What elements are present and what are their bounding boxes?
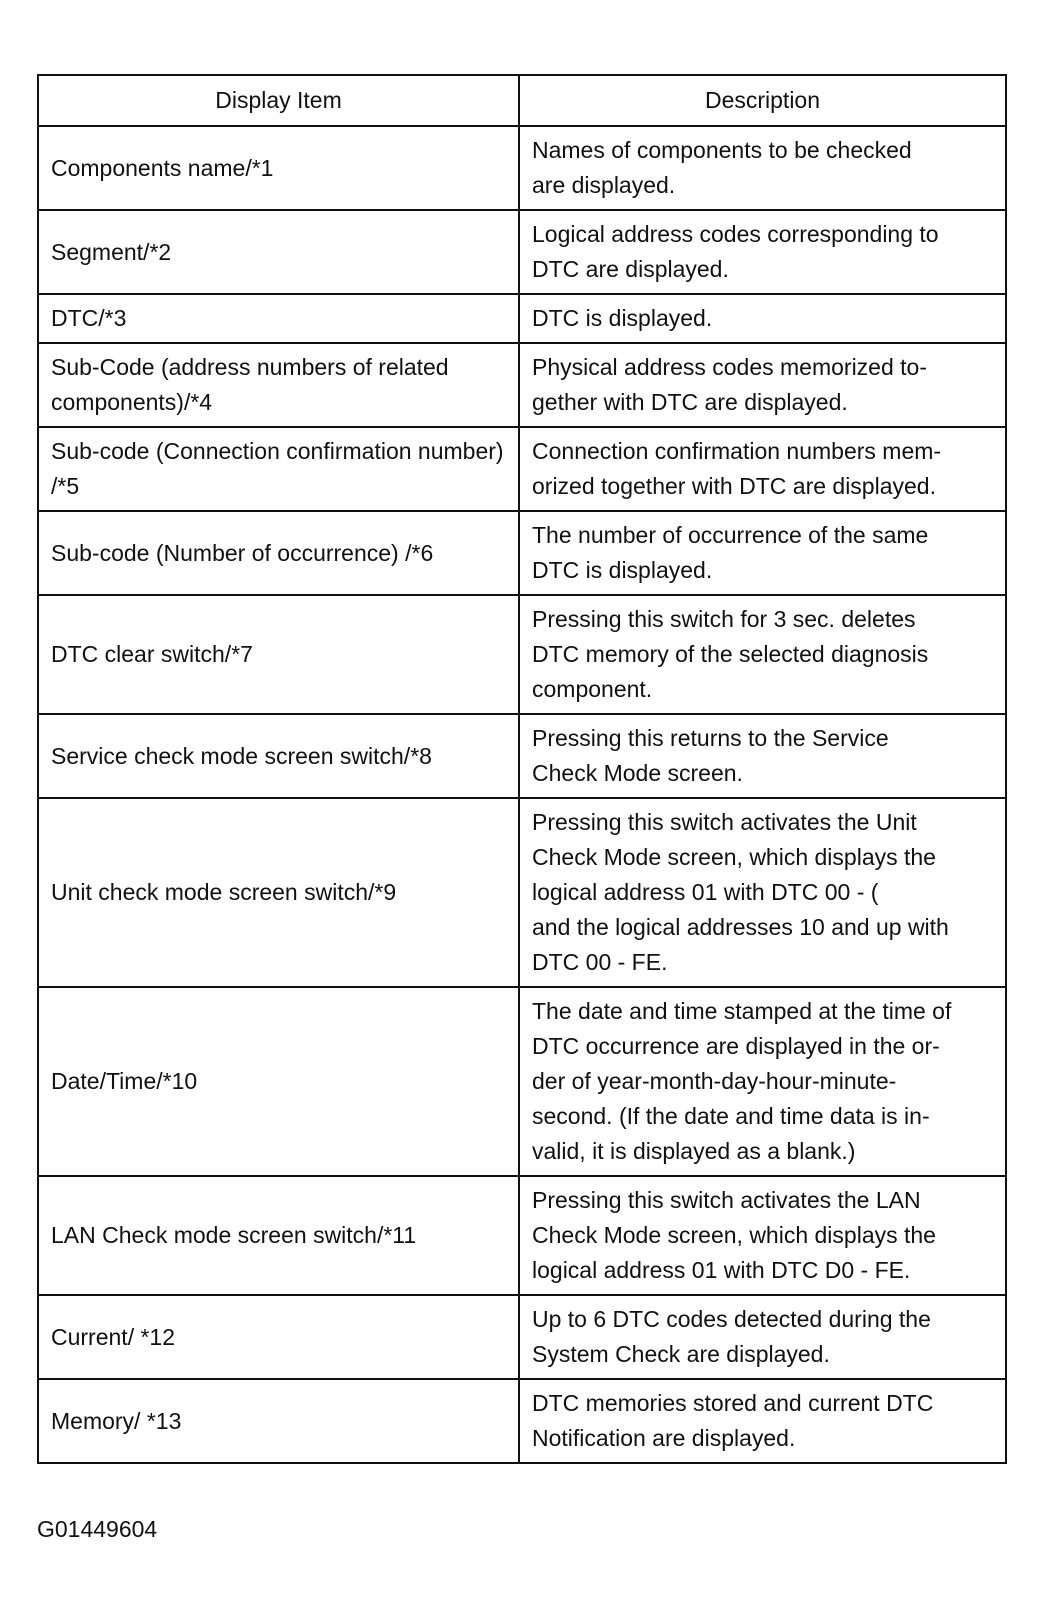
table-row: [38, 1379, 1006, 1463]
description-cell: DTC is displayed.: [519, 294, 1006, 343]
table-row: [38, 511, 1006, 595]
table-row: [38, 987, 1006, 1176]
display-item-cell: DTC/*3: [38, 294, 519, 343]
description-cell: Pressing this switch activates the Unit Check Mode screen, which displays the logical address 01 with DTC 00 - ( and the logical addresses 10 and up with DTC 00 - FE.: [519, 798, 1006, 987]
description-cell: Logical address codes corresponding to DTC are displayed.: [519, 210, 1006, 294]
display-item-cell: Service check mode screen switch/*8: [38, 714, 519, 798]
table-row: [38, 1295, 1006, 1379]
description-cell: Connection confirmation numbers mem- orized together with DTC are displayed.: [519, 427, 1006, 511]
display-item-cell: Memory/ *13: [38, 1379, 519, 1463]
figure-id: G01449604: [37, 1516, 158, 1542]
display-item-cell: Sub-code (Connection confirmation number) /*5: [38, 427, 519, 511]
description-cell: Pressing this switch for 3 sec. deletes DTC memory of the selected diagnosis component.: [519, 595, 1006, 714]
table-row: [38, 595, 1006, 714]
table-row: [38, 210, 1006, 294]
description-cell: Names of components to be checked are displayed.: [519, 126, 1006, 210]
table-row: [38, 294, 1006, 343]
description-cell: Pressing this switch activates the LAN Check Mode screen, which displays the logical address 01 with DTC D0 - FE.: [519, 1176, 1006, 1295]
display-item-cell: Current/ *12: [38, 1295, 519, 1379]
display-item-cell: Segment/*2: [38, 210, 519, 294]
table-row: [38, 798, 1006, 987]
display-item-cell: Sub-Code (address numbers of related components)/*4: [38, 343, 519, 427]
description-cell: DTC memories stored and current DTC Notification are displayed.: [519, 1379, 1006, 1463]
table-row: [38, 714, 1006, 798]
display-item-cell: Date/Time/*10: [38, 987, 519, 1176]
table-row: [38, 427, 1006, 511]
description-cell: The number of occurrence of the same DTC is displayed.: [519, 511, 1006, 595]
column-header-display-item: Display Item: [38, 75, 519, 126]
description-cell: Pressing this returns to the Service Check Mode screen.: [519, 714, 1006, 798]
display-item-cell: DTC clear switch/*7: [38, 595, 519, 714]
display-item-table: [37, 74, 1007, 1464]
description-cell: Up to 6 DTC codes detected during the System Check are displayed.: [519, 1295, 1006, 1379]
display-item-cell: LAN Check mode screen switch/*11: [38, 1176, 519, 1295]
display-item-cell: Unit check mode screen switch/*9: [38, 798, 519, 987]
table-row: [38, 126, 1006, 210]
table-row: [38, 1176, 1006, 1295]
table-header-row: [38, 75, 1006, 126]
column-header-description: Description: [519, 75, 1006, 126]
description-cell: Physical address codes memorized to- gether with DTC are displayed.: [519, 343, 1006, 427]
description-cell: The date and time stamped at the time of DTC occurrence are displayed in the or- der of year-month-day-hour-minute- second. (If the date and time data is in- valid, it is displayed as a blank.): [519, 987, 1006, 1176]
display-item-cell: Sub-code (Number of occurrence) /*6: [38, 511, 519, 595]
display-item-cell: Components name/*1: [38, 126, 519, 210]
table-row: [38, 343, 1006, 427]
